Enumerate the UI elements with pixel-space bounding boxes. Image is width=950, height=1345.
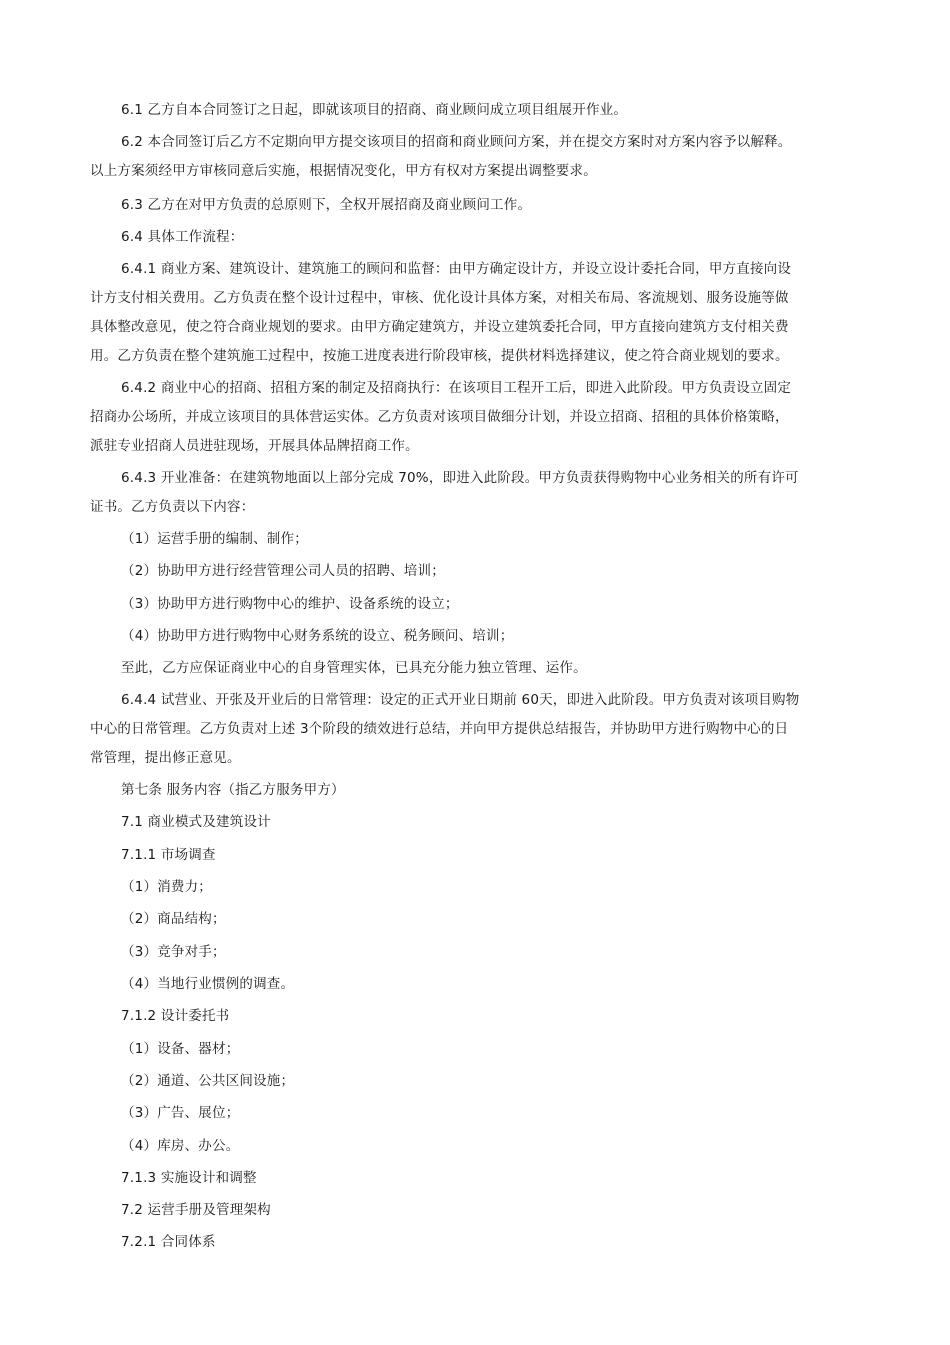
clause-6-4-1-cont-3: 用。乙方负责在整个建筑施工过程中，按施工进度表进行阶段审核，提供材料选择建议，使之符合商业规划的要求。	[90, 348, 789, 364]
list-item: （2）商品结构；	[121, 911, 226, 927]
list-item: （4）协助甲方进行购物中心财务系统的设立、税务顾问、培训；	[121, 628, 514, 644]
list-item: （4）当地行业惯例的调查。	[121, 976, 295, 992]
list-item: （1）消费力；	[121, 879, 212, 895]
section-7-2: 7.2 运营手册及管理架构	[121, 1202, 271, 1218]
list-item: （3）竞争对手；	[121, 944, 226, 960]
clause-6-2: 6.2 本合同签订后乙方不定期向甲方提交该项目的招商和商业顾问方案，并在提交方案时对方案内容予以解释。	[121, 134, 792, 150]
list-item: （2）通道、公共区间设施；	[121, 1073, 295, 1089]
clause-6-2-cont: 以上方案须经甲方审核同意后实施，根据情况变化，甲方有权对方案提出调整要求。	[90, 163, 597, 179]
list-item: （1）运营手册的编制、制作；	[121, 531, 308, 547]
section-7-1: 7.1 商业模式及建筑设计	[121, 814, 271, 830]
clause-6-4-4: 6.4.4 试营业、开张及开业后的日常管理：设定的正式开业日期前 60天，即进入此阶段。甲方负责对该项目购物	[121, 692, 800, 708]
article-7-heading: 第七条 服务内容（指乙方服务甲方）	[121, 782, 345, 798]
clause-6-4-1-cont-2: 具体整改意见，使之符合商业规划的要求。由甲方确定建筑方，并设立建筑委托合同，甲方直接向建筑方支付相关费	[90, 319, 789, 335]
clause-6-4-3: 6.4.3 开业准备：在建筑物地面以上部分完成 70%，即进入此阶段。甲方负责获得购物中心业务相关的所有许可	[121, 470, 799, 486]
list-item: （3）协助甲方进行购物中心的维护、设备系统的设立；	[121, 596, 459, 612]
clause-6-4-2-cont-2: 派驻专业招商人员进驻现场，开展具体品牌招商工作。	[90, 438, 419, 454]
list-item: （3）广告、展位；	[121, 1105, 240, 1121]
clause-6-4-1-cont-1: 计方支付相关费用。乙方负责在整个设计过程中，审核、优化设计具体方案，对相关布局、客流规划、服务设施等做	[90, 290, 789, 306]
clause-6-4-3-cont: 证书。乙方负责以下内容：	[90, 499, 255, 515]
list-item: （4）库房、办公。	[121, 1138, 240, 1154]
clause-6-4-4-cont-1: 中心的日常管理。乙方负责对上述 3个阶段的绩效进行总结，并向甲方提供总结报告，并协助甲方进行购物中心的日	[90, 721, 789, 737]
list-item: （1）设备、器材；	[121, 1041, 240, 1057]
list-item: （2）协助甲方进行经营管理公司人员的招聘、培训；	[121, 563, 445, 579]
section-7-1-2: 7.1.2 设计委托书	[121, 1008, 230, 1024]
clause-6-3: 6.3 乙方在对甲方负责的总原则下，全权开展招商及商业顾问工作。	[121, 197, 532, 213]
clause-6-1: 6.1 乙方自本合同签订之日起，即就该项目的招商、商业顾问成立项目组展开作业。	[121, 102, 628, 118]
clause-6-4-1: 6.4.1 商业方案、建筑设计、建筑施工的顾问和监督：由甲方确定设计方，并设立设计委托合同，甲方直接向设	[121, 261, 792, 277]
clause-6-4-4-cont-2: 常管理，提出修正意见。	[90, 750, 241, 766]
clause-6-4: 6.4 具体工作流程：	[121, 229, 244, 245]
section-7-1-3: 7.1.3 实施设计和调整	[121, 1170, 257, 1186]
clause-6-4-2: 6.4.2 商业中心的招商、招租方案的制定及招商执行：在该项目工程开工后，即进入此阶段。甲方负责设立固定	[121, 380, 792, 396]
paragraph: 至此，乙方应保证商业中心的自身管理实体，已具充分能力独立管理、运作。	[121, 660, 587, 676]
section-7-2-1: 7.2.1 合同体系	[121, 1234, 216, 1250]
section-7-1-1: 7.1.1 市场调查	[121, 847, 216, 863]
clause-6-4-2-cont-1: 招商办公场所，并成立该项目的具体营运实体。乙方负责对该项目做细分计划，并设立招商、招租的具体价格策略，	[90, 409, 789, 425]
